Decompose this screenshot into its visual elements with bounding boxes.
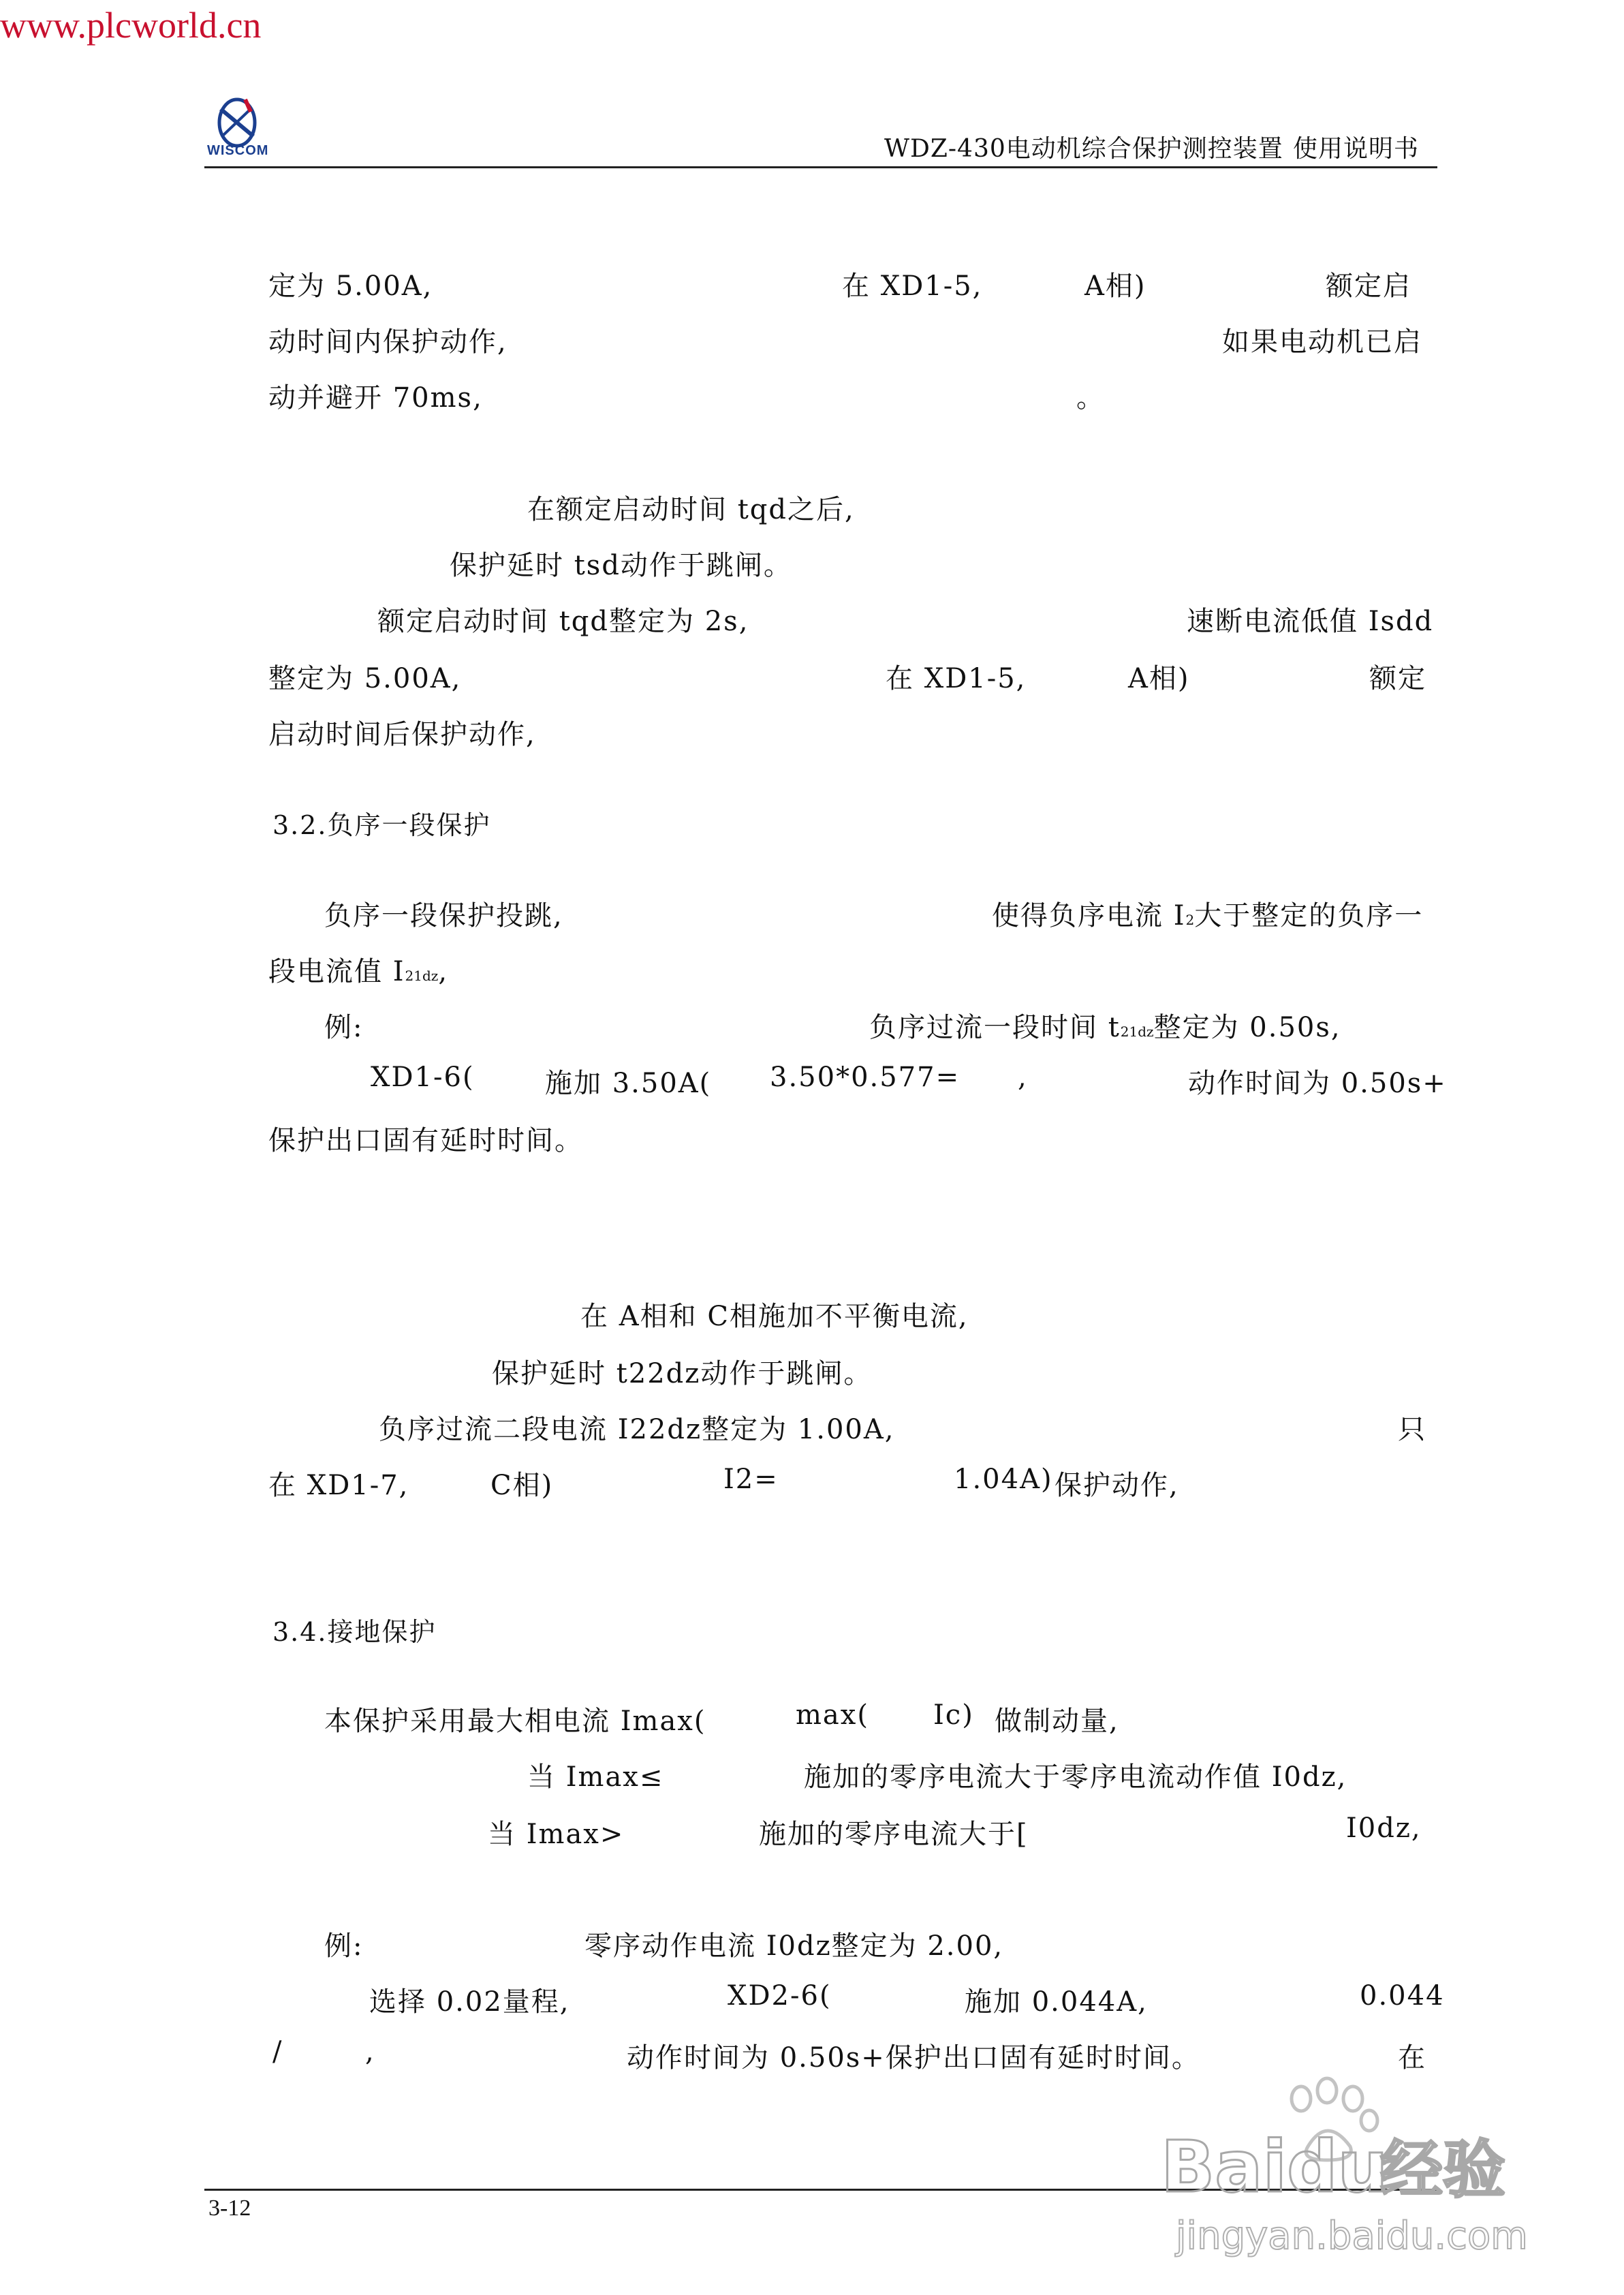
- body-text: 。: [1076, 382, 1105, 414]
- body-text: 例:: [324, 1012, 364, 1043]
- header-title: WDZ-430电动机综合保护测控装置: [884, 135, 1283, 163]
- body-text: 负序过流二段电流 I22dz整定为 1.00A,: [379, 1414, 895, 1445]
- baidu-watermark: [1151, 2058, 1546, 2262]
- body-text: 当 Imax≤: [527, 1761, 664, 1793]
- body-text: 保护动作,: [1055, 1470, 1179, 1501]
- watermark-brand: Baidu: [1161, 2125, 1388, 2208]
- body-text: 定为 5.00A,: [268, 271, 433, 302]
- body-text: 施加的零序电流大于零序电流动作值 I0dz,: [804, 1761, 1347, 1793]
- body-text: 动作时间为 0.50s+保护出口固有延时时间。: [627, 2042, 1200, 2074]
- body-text: 施加的零序电流大于[: [759, 1819, 1029, 1850]
- body-text: XD1-6(: [371, 1062, 475, 1093]
- body-text: 1.04A): [954, 1464, 1053, 1495]
- header-rule: [204, 166, 1437, 168]
- header-doc-type: 使用说明书: [1293, 135, 1420, 163]
- body-text: 选择 0.02量程,: [369, 1986, 570, 2018]
- body-text: max(: [796, 1699, 869, 1731]
- body-text: 在 XD1-7,: [268, 1470, 409, 1501]
- body-text: XD2-6(: [728, 1980, 832, 2012]
- body-text: 施加 0.044A,: [965, 1986, 1148, 2018]
- body-text: 动并避开 70ms,: [268, 382, 483, 414]
- body-text: 在: [1398, 2042, 1426, 2074]
- body-text: 整定为 5.00A,: [268, 663, 462, 694]
- body-text: 负序过流一段时间 t21dz整定为 0.50s,: [869, 1012, 1341, 1043]
- body-text: 负序一段保护投跳,: [324, 900, 563, 931]
- body-text: 在额定启动时间 tqd之后,: [527, 494, 855, 525]
- page-number: 3-12: [208, 2196, 251, 2221]
- body-text: 动时间内保护动作,: [268, 326, 507, 358]
- watermark-domain: jingyan.baidu.com: [1176, 2214, 1528, 2258]
- body-text: A相): [1084, 271, 1146, 302]
- body-text: 例:: [324, 1930, 364, 1962]
- body-text: 当 Imax>: [488, 1819, 625, 1850]
- body-text: 启动时间后保护动作,: [268, 719, 536, 750]
- body-text: 保护延时 t22dz动作于跳闸。: [492, 1358, 873, 1389]
- body-text: 在 XD1-5,: [886, 663, 1027, 694]
- body-text: C相): [490, 1470, 554, 1501]
- section-heading: 3.2.负序一段保护: [272, 810, 491, 840]
- body-text: Ic): [933, 1699, 974, 1731]
- body-text: 本保护采用最大相电流 Imax(: [324, 1706, 706, 1737]
- body-text: ,: [365, 2036, 375, 2067]
- body-text: 使得负序电流 I2大于整定的负序一: [992, 900, 1424, 931]
- body-text: 保护延时 tsd动作于跳闸。: [450, 550, 792, 581]
- body-text: 速断电流低值 Isdd: [1187, 606, 1434, 637]
- section-heading: 3.4.接地保护: [272, 1617, 437, 1647]
- site-url: www.plcworld.cn: [0, 5, 262, 46]
- logo-wordmark: WISCOM: [207, 143, 269, 158]
- body-text: I2=: [723, 1464, 779, 1495]
- body-text: 在 A相和 C相施加不平衡电流,: [580, 1301, 969, 1332]
- body-text: 零序动作电流 I0dz整定为 2.00,: [584, 1930, 1004, 1962]
- body-text: 3.50*0.577=: [770, 1062, 961, 1093]
- body-text: ,: [1018, 1062, 1028, 1093]
- body-text: 0.044: [1360, 1980, 1445, 2012]
- body-text: 额定启: [1326, 271, 1411, 302]
- body-text: 在 XD1-5,: [842, 271, 983, 302]
- body-text: I0dz,: [1346, 1813, 1422, 1844]
- body-text: 动作时间为 0.50s+: [1188, 1068, 1447, 1099]
- body-text: /: [272, 2036, 283, 2067]
- body-text: 只: [1398, 1414, 1426, 1445]
- body-text: 如果电动机已启: [1222, 326, 1422, 358]
- body-text: A相): [1128, 663, 1190, 694]
- body-text: 施加 3.50A(: [545, 1068, 712, 1099]
- body-text: 额定: [1369, 663, 1426, 694]
- body-text: 额定启动时间 tqd整定为 2s,: [377, 606, 749, 637]
- body-text: 保护出口固有延时时间。: [268, 1125, 583, 1156]
- body-text: 做制动量,: [995, 1706, 1119, 1737]
- watermark-product: 经验: [1380, 2134, 1506, 2206]
- body-text: 段电流值 I21dz,: [268, 956, 449, 987]
